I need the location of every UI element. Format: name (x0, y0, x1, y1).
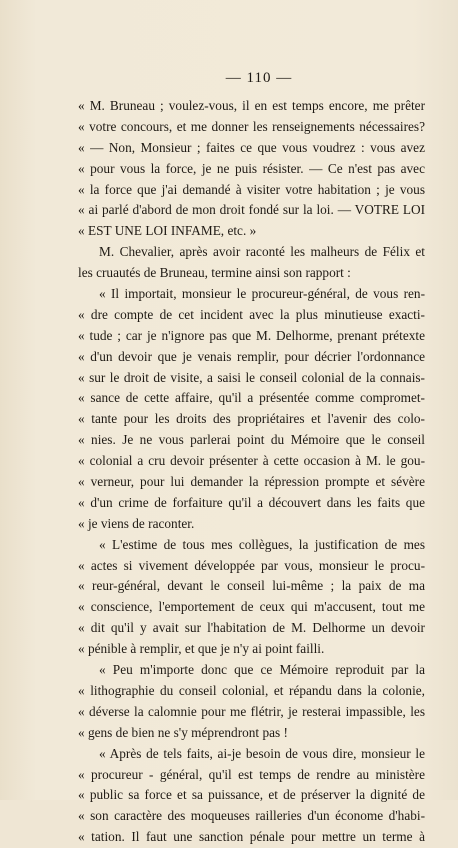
text-line: « son caractère des moqueuses railleries d'un économe d'habi- (78, 808, 425, 824)
text-line: « sance de cette affaire, qu'il a présentée comme compromet- (78, 390, 425, 406)
text-line: « lithographie du conseil colonial, et répandu dans la colonie, (78, 682, 425, 698)
text-line: « — Non, Monsieur ; faites ce que vous voudrez : vous avez (78, 139, 425, 155)
text-line: « dre compte de cet incident avec la plus minutieuse exacti- (78, 306, 425, 322)
text-line: les cruautés de Bruneau, termine ainsi son rapport : (78, 265, 351, 281)
text-line: « d'un crime de forfaiture qu'il a découvert dans les faits que (78, 494, 425, 510)
text-line: « procureur - général, qu'il est temps de rendre au ministère (78, 766, 425, 782)
text-line: « sur le droit de visite, a saisi le conseil colonial de la connais- (78, 369, 425, 385)
text-line: « tation. Il faut une sanction pénale pour mettre un terme à (78, 829, 425, 845)
text-line: « la force que j'ai demandé à visiter votre habitation ; je vous (78, 181, 425, 197)
text-line: « actes si vivement développée par vous, monsieur le procu- (78, 557, 425, 573)
text-line: « conscience, l'emportement de ceux qui m'accusent, tout me (78, 599, 425, 615)
text-line: « public sa force et sa puissance, et de préserver la dignité de (78, 787, 425, 803)
text-line: « verneur, pour lui demander la répression prompte et sévère (78, 474, 425, 490)
text-line: « d'un devoir que je venais remplir, pour décrier l'ordonnance (78, 348, 425, 364)
text-line: « Après de tels faits, ai-je besoin de vous dire, monsieur le (99, 745, 425, 761)
text-line: « tante pour les droits des propriétaires et l'avenir des colo- (78, 411, 425, 427)
text-line: « votre concours, et me donner les renseignements nécessaires? (78, 118, 425, 134)
text-line: « déverse la calomnie pour me flétrir, je resterai impassible, les (78, 703, 425, 719)
text-line: M. Chevalier, après avoir raconté les malheurs de Félix et (99, 244, 425, 260)
text-line: « M. Bruneau ; voulez-vous, il en est temps encore, me prêter (78, 98, 425, 113)
text-line: « Il importait, monsieur le procureur-général, de vous ren- (99, 286, 425, 302)
text-line: « gens de bien ne s'y méprendront pas ! (78, 724, 288, 740)
text-line: « nies. Je ne vous parlerai point du Mémoire que le conseil (78, 432, 425, 448)
text-line: « reur-général, devant le conseil lui-même ; la paix de ma (78, 578, 425, 594)
text-line: « pour vous la force, je ne puis résister. — Ce n'est pas avec (78, 160, 425, 176)
text-line: « EST UNE LOI INFAME, etc. » (78, 223, 257, 239)
page-number: — 110 — (225, 70, 293, 86)
text-line: « ai parlé d'abord de mon droit fondé sur la loi. — VOTRE LOI (78, 202, 425, 218)
text-line: « dit qu'il y avait sur l'habitation de M. Delhorme un devoir (78, 620, 425, 636)
body-text (78, 96, 425, 848)
text-line: « Peu m'importe donc que ce Mémoire reproduit par la (99, 662, 425, 678)
text-line: « pénible à remplir, et que je n'y ai point failli. (78, 641, 325, 657)
text-line: « L'estime de tous mes collègues, la justification de mes (99, 536, 425, 552)
text-line: « tude ; car je n'ignore pas que M. Delhorme, prenant prétexte (78, 327, 425, 343)
text-line: « colonial a cru devoir présenter à cette occasion à M. le gou- (78, 453, 425, 469)
text-line: « je viens de raconter. (78, 515, 195, 531)
